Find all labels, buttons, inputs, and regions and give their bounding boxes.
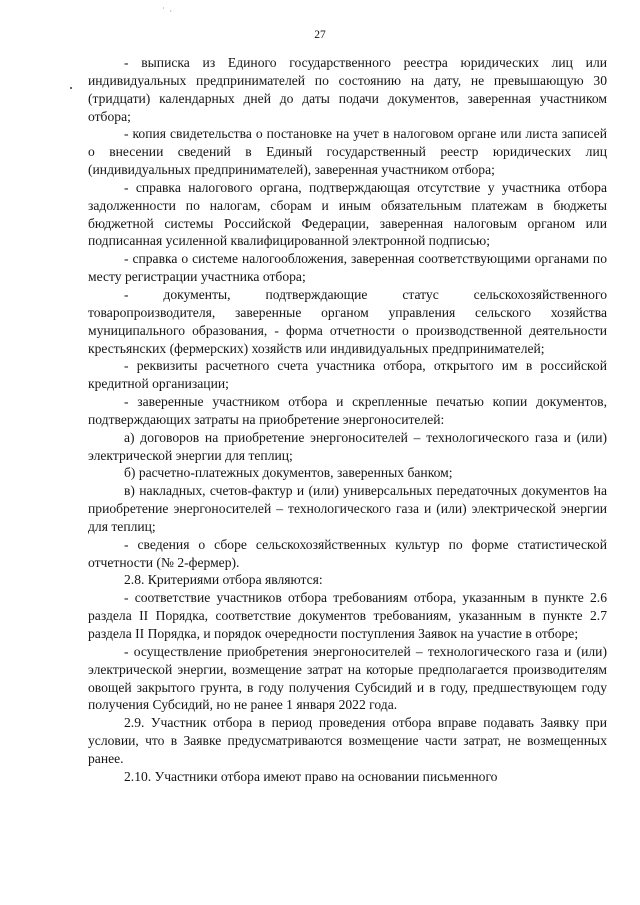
paragraph: 2.9. Участник отбора в период проведения отбора вправе подавать Заявку при условии, что в Заявке предусматриваются возмещение части затрат, не возмещенных ранее. <box>88 715 607 766</box>
paragraph: - заверенные участником отбора и скрепленные печатью копии документов, подтверждающих затраты на приобретение энергоносителей: <box>88 394 607 427</box>
paragraph: 2.8. Критериями отбора являются: <box>124 572 323 588</box>
paragraph: - выписка из Единого государственного реестра юридических лиц или индивидуальных предпринимателей по состоянию на дату, не превышающую 30 (тридцати) календарных дней до даты подачи документов, заверенная участником отбора; <box>88 55 607 124</box>
paragraph: - копия свидетельства о постановке на учет в налоговом органе или листа записей о внесении сведений в Единый государственный реестр юридических лиц (индивидуальных предпринимателей), заверенная участником отбора; <box>88 126 607 178</box>
paragraph: - документы, подтверждающие статус сельскохозяйственного товаропроизводителя, заверенные органом управления сельского хозяйства муниципального образования, - форма отчетности о производственной деятельности крестьянских (фермерских) хозяйств или индивидуальных предпринимателей; <box>88 286 607 356</box>
document-body <box>88 54 607 786</box>
paragraph: - осуществление приобретения энергоносителей – технологического газа и (или) электрической энергии, возмещение затрат на которые предполагается производителям овощей закрытого грунта, в году получения Субсидий и в году, предшествующем году получения Субсидий, но не ранее 1 января 2022 года. <box>88 643 607 713</box>
scan-speck <box>70 87 72 89</box>
paragraph: - сведения о сборе сельскохозяйственных культур по форме статистической отчетности (№ 2-фермер). <box>88 536 607 570</box>
paragraph: а) договоров на приобретение энергоносителей – технологического газа и (или) электрической энергии для теплиц; <box>88 429 607 463</box>
paragraph: - справка налогового органа, подтверждающая отсутствие у участника отбора задолженности по налогам, сборам и иным обязательным платежам в бюджеты бюджетной системы Российской Федерации, заверенная налоговым органом или подписанная усиленной квалифицированной электронной подписью; <box>88 179 607 249</box>
paragraph: - соответствие участников отбора требованиям отбора, указанным в пункте 2.6 раздела II Порядка, соответствие документов требованиям, указанным в пункте 2.7 раздела II Порядка, и порядок очередности поступления Заявок на участие в отборе; <box>88 590 607 641</box>
paragraph: в) накладных, счетов-фактур и (или) универсальных передаточных документов на приобретение энергоносителей – технологического газа и (или) электрической энергии для теплиц; <box>88 483 607 534</box>
paragraph: - справка о системе налогообложения, заверенная соответствующими органами по месту регистрации участника отбора; <box>88 251 607 285</box>
paragraph: 2.10. Участники отбора имеют право на основании письменного <box>124 768 498 784</box>
page-number: 27 <box>314 29 326 41</box>
scan-artifact: ˙ · <box>162 6 174 16</box>
paragraph: б) расчетно-платежных документов, заверенных банком; <box>124 465 453 481</box>
paragraph: - реквизиты расчетного счета участника отбора, открытого им в российской кредитной организации; <box>88 358 607 392</box>
